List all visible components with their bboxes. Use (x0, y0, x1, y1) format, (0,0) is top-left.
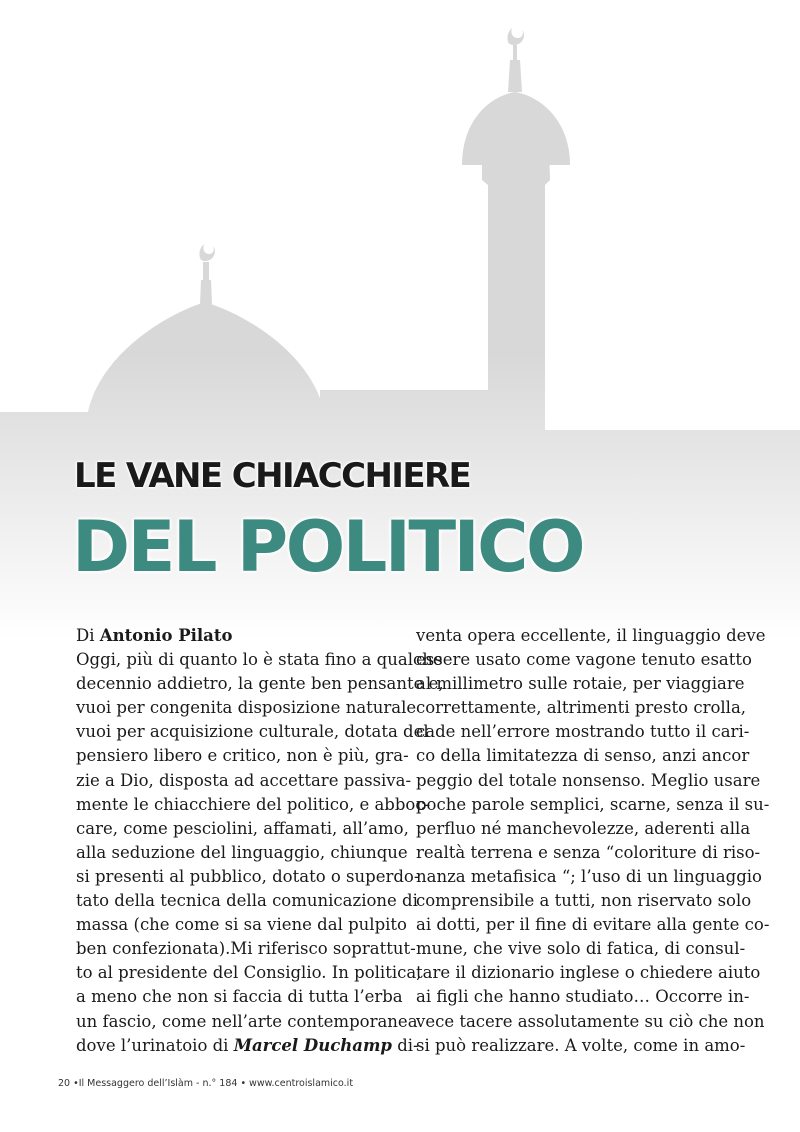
text-line: realtà terrena e senza “coloriture di riso- (416, 842, 761, 862)
text-line: co della limitatezza di senso, anzi ancor (416, 746, 750, 766)
headline-line-1: LE VANE CHIACCHIERE (74, 456, 471, 496)
text-fragment: di- (391, 1035, 419, 1055)
text-line: Oggi, più di quanto lo è stata fino a qualche (76, 650, 443, 670)
text-line-with-emphasis (76, 1034, 419, 1058)
text-fragment: dove l’urinatoio di (76, 1035, 234, 1055)
text-line: essere usato come vagone tenuto esatto (416, 650, 752, 670)
article-column-right (416, 624, 770, 1058)
text-line: al millimetro sulle rotaie, per viaggiare (416, 674, 745, 694)
text-line: peggio del totale nonsenso. Meglio usare (416, 770, 761, 790)
article-column-left (76, 624, 444, 1058)
text-line: mune, che vive solo di fatica, di consul- (416, 939, 746, 959)
text-line: vece tacere assolutamente su ciò che non (416, 1011, 765, 1031)
text-line: si può realizzare. A volte, come in amo- (416, 1035, 746, 1055)
page-footer: 20 •Il Messaggero dell’Islàm - n.° 184 • www.centroislamico.it (58, 1078, 354, 1089)
text-line: nanza metafisica “; l’uso di un linguaggio (416, 866, 762, 886)
text-line: cade nell’errore mostrando tutto il cari- (416, 722, 750, 742)
text-line: tare il dizionario inglese o chiedere aiuto (416, 963, 761, 983)
text-line: si presenti al pubblico, dotato o superdo- (76, 866, 420, 886)
headline-line-2: DEL POLITICO (72, 506, 584, 588)
text-line: correttamente, altrimenti presto crolla, (416, 698, 747, 718)
text-line: venta opera eccellente, il linguaggio deve (416, 626, 766, 645)
text-line: ben confezionata).Mi riferisco soprattut- (76, 939, 416, 959)
text-line: alla seduzione del linguaggio, chiunque (76, 842, 408, 862)
text-line: un fascio, come nell’arte contemporanea (76, 1011, 418, 1031)
byline (76, 624, 402, 648)
text-line: pensiero libero e critico, non è più, gra- (76, 746, 409, 766)
byline-author: Antonio Pilato (99, 626, 233, 645)
text-line: massa (che come si sa viene dal pulpito (76, 915, 407, 935)
emphasized-name: Marcel Duchamp (233, 1035, 392, 1055)
text-line: ai figli che hanno studiato… Occorre in- (416, 987, 750, 1007)
text-line: decennio addietro, la gente ben pensante e, (76, 674, 444, 694)
text-line: care, come pesciolini, affamati, all’amo, (76, 818, 409, 838)
text-line: poche parole semplici, scarne, senza il su- (416, 794, 770, 814)
text-line: a meno che non si faccia di tutta l’erba (76, 987, 403, 1007)
text-line: vuoi per acquisizione culturale, dotata del (76, 722, 429, 742)
text-line: comprensibile a tutti, non riservato solo (416, 891, 752, 911)
text-line: ai dotti, per il fine di evitare alla gente co- (416, 915, 770, 935)
text-line: mente le chiacchiere del politico, e abboc- (76, 794, 431, 814)
text-line: vuoi per congenita disposizione naturale (76, 698, 417, 718)
text-line: perfluo né manchevolezze, aderenti alla (416, 818, 751, 838)
byline-prefix: Di (76, 626, 95, 645)
text-line: tato della tecnica della comunicazione di (76, 891, 418, 911)
text-line: zie a Dio, disposta ad accettare passiva- (76, 770, 412, 790)
text-line: to al presidente del Consiglio. In politica, (76, 963, 422, 983)
